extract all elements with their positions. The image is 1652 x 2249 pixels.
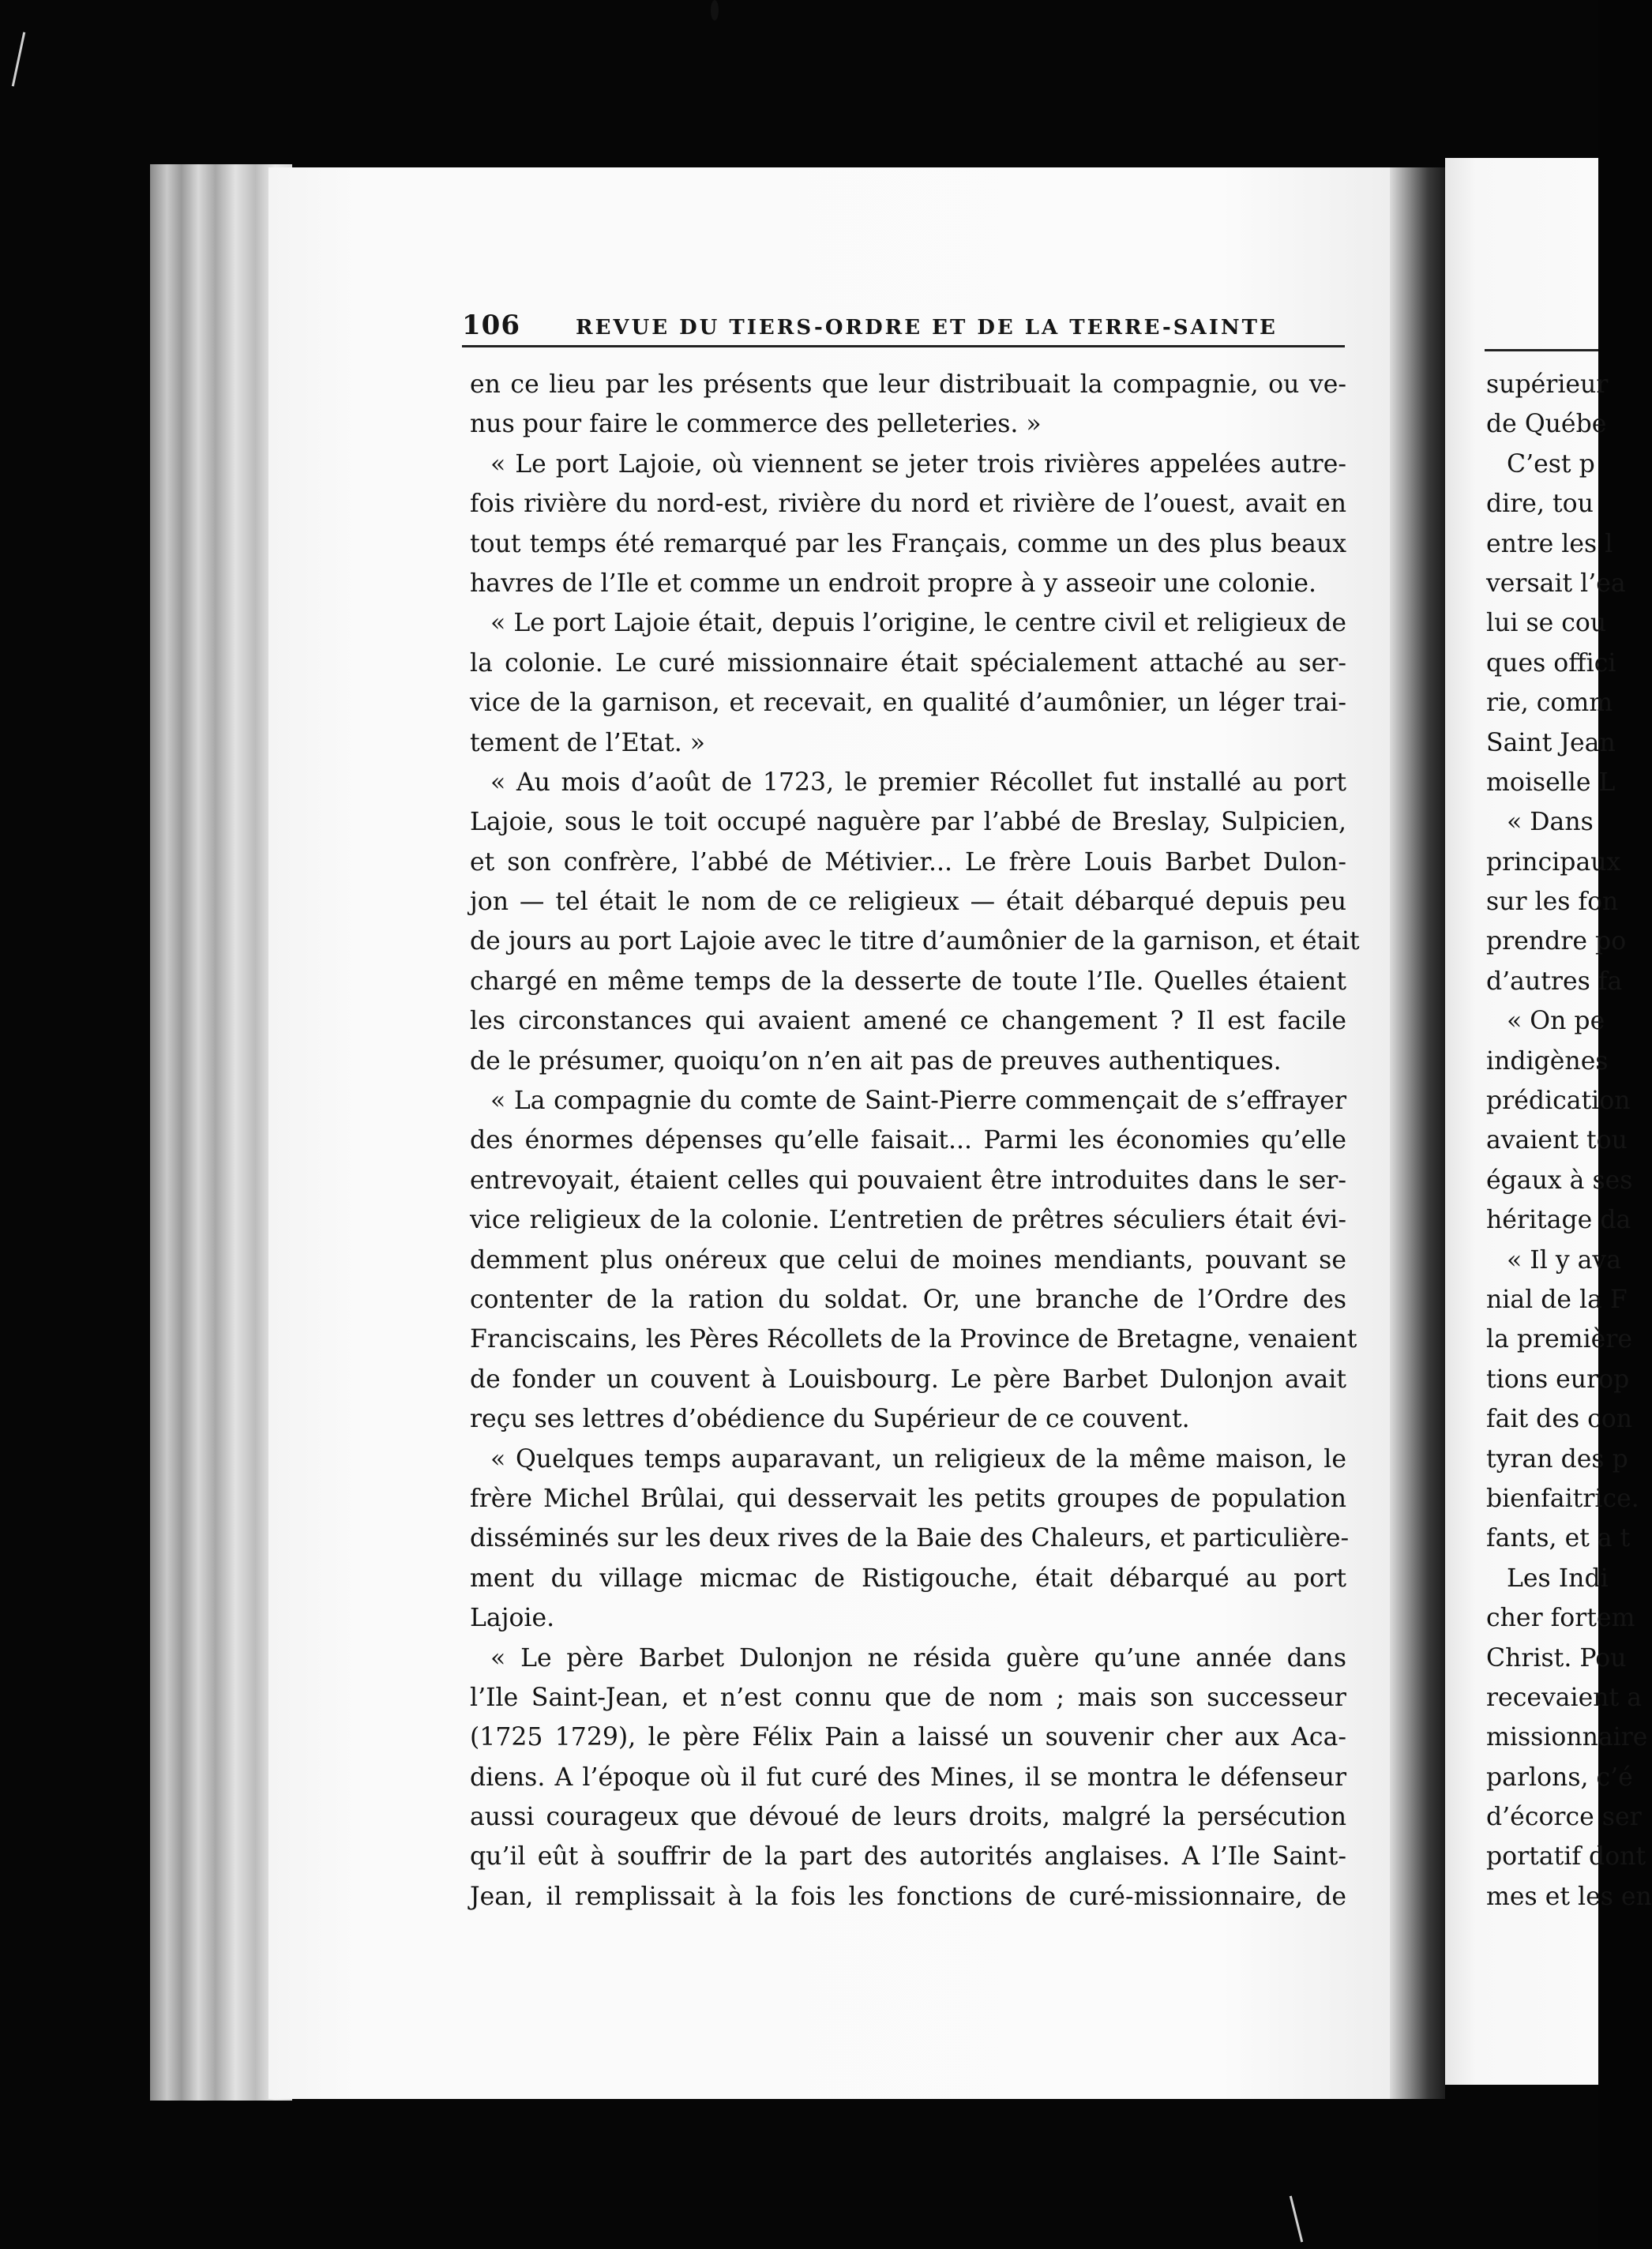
text-line: vice religieux de la colonie. L’entretien de prêtres séculiers était évi- [470, 1206, 1346, 1235]
right-page-line: entre les l [1486, 529, 1613, 558]
text-line: contenter de la ration du soldat. Or, une branche de l’Ordre des [470, 1285, 1346, 1314]
book-gutter [1390, 167, 1445, 2099]
text-line: Lajoie, sous le toit occupé naguère par l’abbé de Breslay, Sulpicien, [470, 808, 1346, 837]
text-line: diens. A l’époque où il fut curé des Mines, il se montra le défenseur [470, 1763, 1346, 1792]
right-page-line: sur les fon [1486, 888, 1619, 917]
text-line: de fonder un couvent à Louisbourg. Le père Barbet Dulonjon avait [470, 1365, 1346, 1394]
text-line: « La compagnie du comte de Saint-Pierre commençait de s’effrayer [490, 1087, 1346, 1116]
text-line: (1725 1729), le père Félix Pain a laissé un souvenir cher aux Aca- [470, 1723, 1346, 1752]
right-page-line: « Il y ava [1507, 1245, 1621, 1275]
text-line: demment plus onéreux que celui de moines mendiants, pouvant se [470, 1245, 1346, 1275]
text-line: tement de l’Etat. » [470, 728, 706, 757]
text-line: havres de l’Ile et comme un endroit propre à y asseoir une colonie. [470, 569, 1316, 598]
right-page-line: tions europ [1486, 1365, 1630, 1394]
right-page-line: d’autres fa [1486, 967, 1623, 996]
text-line: et son confrère, l’abbé de Métivier... Le frère Louis Barbet Dulon- [470, 847, 1346, 877]
right-page-line: dire, tou [1486, 490, 1594, 519]
right-page-header-rule [1485, 349, 1598, 351]
body-text [470, 365, 1360, 1917]
text-line: des énormes dépenses qu’elle faisait... Parmi les économies qu’elle [470, 1126, 1346, 1155]
right-page-line: cher fortem [1486, 1604, 1635, 1633]
text-line: nus pour faire le commerce des pelleteries. » [470, 410, 1042, 439]
right-page-line: tyran des p [1486, 1444, 1628, 1474]
right-page-text [1486, 365, 1652, 1917]
text-line: la colonie. Le curé missionnaire était spécialement attaché au ser- [470, 648, 1346, 678]
text-line: de le présumer, quoiqu’on n’en ait pas de preuves authentiques. [470, 1046, 1282, 1076]
right-page-line: la première [1486, 1325, 1633, 1354]
right-page-line: avaient tou [1486, 1126, 1628, 1155]
text-line: frère Michel Brûlai, qui desservait les petits groupes de population [470, 1484, 1346, 1513]
right-page-line: rie, comm [1486, 689, 1613, 718]
text-line: vice de la garnison, et recevait, en qualité d’aumônier, un léger trai- [470, 689, 1346, 718]
text-line: entrevoyait, étaient celles qui pouvaient être introduites dans le ser- [470, 1166, 1346, 1195]
text-line: les circonstances qui avaient amené ce changement ? Il est facile [470, 1007, 1346, 1036]
right-page-line: nial de la F [1486, 1285, 1628, 1314]
text-line: tout temps été remarqué par les Français, comme un des plus beaux [470, 529, 1346, 558]
right-page-line: missionnaire [1486, 1723, 1648, 1752]
text-line: qu’il eût à souffrir de la part des autorités anglaises. A l’Ile Saint- [470, 1842, 1346, 1872]
right-page-line: C’est p [1507, 449, 1595, 479]
right-page-line: principaux [1486, 847, 1621, 877]
right-page-line: prédication [1486, 1087, 1631, 1116]
right-page-line: lui se cou [1486, 609, 1607, 638]
right-page-line: bienfaitrice. [1486, 1484, 1639, 1513]
right-page-line: « On pe [1507, 1007, 1605, 1036]
text-line: « Le port Lajoie était, depuis l’origine, le centre civil et religieux de [490, 609, 1346, 638]
right-page-line: mes et les en [1486, 1882, 1652, 1911]
text-line: l’Ile Saint-Jean, et n’est connu que de nom ; mais son successeur [470, 1683, 1346, 1712]
right-page-line: versait l’ea [1486, 569, 1626, 598]
text-line: aussi courageux que dévoué de leurs droits, malgré la persécution [470, 1803, 1346, 1832]
right-page-line: d’écorce ser [1486, 1803, 1642, 1832]
text-line: disséminés sur les deux rives de la Baie des Chaleurs, et particulière- [470, 1524, 1350, 1553]
right-page-line: fants, et a t [1486, 1524, 1631, 1553]
right-page-line: égaux à ses [1486, 1166, 1633, 1195]
scan-speck [711, 0, 719, 21]
text-line: « Le père Barbet Dulonjon ne résida guère qu’une année dans [490, 1643, 1346, 1673]
right-page-line: recevaient a [1486, 1683, 1643, 1712]
right-page-line: moiselle L [1486, 768, 1616, 797]
right-page-line: prendre po [1486, 927, 1627, 956]
page-number: 106 [462, 310, 520, 341]
text-line: « Quelques temps auparavant, un religieux de la même maison, le [490, 1444, 1346, 1474]
header-rule [462, 345, 1345, 347]
text-line: de jours au port Lajoie avec le titre d’aumônier de la garnison, et était [470, 927, 1360, 956]
text-line: jon — tel était le nom de ce religieux — était débarqué depuis peu [470, 888, 1346, 917]
text-line: Franciscains, les Pères Récollets de la Province de Bretagne, venaient [470, 1325, 1357, 1354]
text-line: chargé en même temps de la desserte de toute l’Ile. Quelles étaient [470, 967, 1346, 996]
text-line: Lajoie. [470, 1604, 555, 1633]
text-line: « Le port Lajoie, où viennent se jeter trois rivières appelées autre- [490, 449, 1346, 479]
right-page-line: ques offici [1486, 648, 1616, 678]
right-page-line: parlons, c’é [1486, 1763, 1633, 1792]
right-page-line: fait des con [1486, 1405, 1633, 1434]
right-page-line: Christ. Pou [1486, 1643, 1627, 1673]
running-title: REVUE DU TIERS-ORDRE ET DE LA TERRE-SAINTE [575, 316, 1278, 340]
text-line: « Au mois d’août de 1723, le premier Récollet fut installé au port [490, 768, 1346, 797]
text-line: fois rivière du nord-est, rivière du nord et rivière de l’ouest, avait en [470, 490, 1346, 519]
right-page-line: supérieur [1486, 370, 1609, 399]
right-page-line: Saint Jean [1486, 728, 1616, 757]
right-page-line: indigènes [1486, 1046, 1609, 1076]
right-page-line: Les Indi [1507, 1564, 1609, 1593]
right-page-line: « Dans [1507, 808, 1594, 837]
text-line: reçu ses lettres d’obédience du Supérieur de ce couvent. [470, 1405, 1190, 1434]
right-page-line: de Québe [1486, 410, 1607, 439]
running-head [462, 310, 1346, 347]
right-page-line: héritage da [1486, 1206, 1631, 1235]
right-page-line: portatif dont [1486, 1842, 1646, 1872]
text-line: Jean, il remplissait à la fois les fonctions de curé-missionnaire, de [470, 1882, 1346, 1911]
text-line: en ce lieu par les présents que leur distribuait la compagnie, ou ve- [470, 370, 1346, 399]
text-line: ment du village micmac de Ristigouche, était débarqué au port [470, 1564, 1346, 1593]
